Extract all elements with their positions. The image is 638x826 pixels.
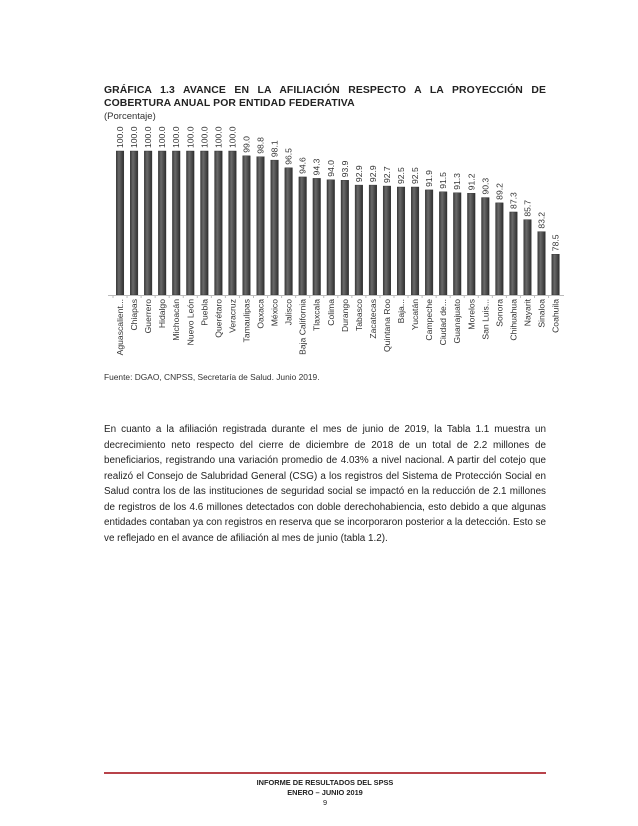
value-label-30: 85.7 <box>522 199 533 217</box>
value-label-14: 94.6 <box>297 157 308 174</box>
bar-6 <box>186 151 194 295</box>
value-label-4: 100.0 <box>157 126 168 148</box>
footer-period: ENERO – JUNIO 2019 <box>287 788 363 797</box>
value-label-6: 100.0 <box>185 126 196 148</box>
bar-25 <box>453 193 461 295</box>
bar-10 <box>243 156 251 295</box>
bar-18 <box>355 185 363 295</box>
bar-4 <box>158 151 166 295</box>
category-label-9: Veracruz <box>227 299 238 333</box>
value-label-32: 78.5 <box>550 234 561 252</box>
category-label-31: Sinaloa <box>536 299 547 328</box>
bar-13 <box>285 168 293 295</box>
category-label-21: Baja... <box>396 299 407 324</box>
value-label-15: 94.3 <box>311 158 322 176</box>
bar-20 <box>383 186 391 295</box>
value-label-13: 96.5 <box>283 148 294 165</box>
category-label-6: Nuevo León <box>185 299 196 346</box>
bar-8 <box>215 151 223 295</box>
value-label-7: 100.0 <box>199 126 210 148</box>
category-label-12: México <box>269 299 280 327</box>
bar-7 <box>201 151 209 295</box>
bar-21 <box>397 187 405 295</box>
value-label-18: 92.9 <box>353 165 364 183</box>
category-label-23: Campeche <box>424 299 435 341</box>
category-label-29: Chihuahua <box>508 299 519 341</box>
bar-5 <box>172 151 180 295</box>
bar-31 <box>538 232 546 295</box>
bar-32 <box>552 254 560 295</box>
value-label-1: 100.0 <box>115 126 126 148</box>
value-label-8: 100.0 <box>213 126 224 148</box>
page-number: 9 <box>322 798 328 807</box>
value-label-25: 91.3 <box>452 173 463 190</box>
bar-28 <box>496 203 504 295</box>
bar-29 <box>510 212 518 295</box>
bar-12 <box>271 160 279 295</box>
bar-2 <box>130 151 138 295</box>
category-label-10: Tamaulipas <box>241 299 252 343</box>
bar-24 <box>439 192 447 295</box>
category-label-25: Guanajuato <box>452 299 463 344</box>
category-label-20: Quintana Roo <box>381 299 392 353</box>
category-label-27: San Luis... <box>480 299 491 340</box>
category-label-4: Hidalgo <box>157 299 168 329</box>
bar-23 <box>425 190 433 295</box>
value-label-16: 94.0 <box>325 160 336 177</box>
category-label-26: Morelos <box>466 299 477 330</box>
category-label-28: Sonora <box>494 299 505 327</box>
value-label-12: 98.1 <box>269 140 280 158</box>
value-label-21: 92.5 <box>396 167 407 184</box>
value-label-10: 99.0 <box>241 136 252 153</box>
value-label-17: 93.9 <box>339 160 350 178</box>
category-label-16: Colima <box>325 299 336 326</box>
category-label-18: Tabasco <box>353 299 364 332</box>
category-label-8: Querétaro <box>213 299 224 338</box>
category-label-32: Coahuila <box>550 299 561 333</box>
value-label-3: 100.0 <box>143 126 154 148</box>
body-paragraph: En cuanto a la afiliación registrada durante el mes de junio de 2019, la Tabla 1.1 muestra un decrecimiento neto respecto del cierre de diciembre de 2018 de un total de 2.2 millones de beneficiarios, registrando una variación promedio de 4.03% a nivel nacional. A partir del cotejo que realizó el Consejo de Salubridad General (CSG) a los registros del Sistema de Protección Social en Salud contra los de las instituciones de seguridad social se impactó en la reducción de 2.1 millones de registros de los 4.6 millones detectados con doble derechohabiencia, esto debido a que algunas entidades contaban ya con registros en reserva que se incorporaron posterior a la detección. Esto se ve reflejado en el avance de afiliación al mes de junio (tabla 1.2). <box>104 424 546 544</box>
bar-11 <box>257 157 265 295</box>
chart-source: Fuente: DGAO, CNPSS, Secretaría de Salud. Junio 2019. <box>104 372 320 382</box>
category-label-17: Durango <box>339 299 350 332</box>
bar-17 <box>341 180 349 295</box>
bar-26 <box>467 193 475 295</box>
bar-27 <box>482 198 490 295</box>
category-label-22: Yucatán <box>410 299 421 331</box>
value-label-2: 100.0 <box>129 126 140 148</box>
category-label-30: Nayarit <box>522 299 533 327</box>
bar-9 <box>229 151 237 295</box>
bar-19 <box>369 185 377 295</box>
value-label-23: 91.9 <box>424 170 435 187</box>
bar-22 <box>411 187 419 295</box>
value-label-31: 83.2 <box>536 211 547 229</box>
value-label-28: 89.2 <box>494 183 505 200</box>
bar-1 <box>116 151 124 295</box>
chart-subtitle: (Porcentaje) <box>104 111 156 122</box>
value-label-19: 92.9 <box>367 165 378 183</box>
category-label-19: Zacatecas <box>367 299 378 339</box>
footer-report-title: INFORME DE RESULTADOS DEL SPSS <box>256 778 394 787</box>
category-label-1: Aguascalient... <box>115 299 126 356</box>
value-label-24: 91.5 <box>438 172 449 189</box>
category-label-11: Oaxaca <box>255 299 266 329</box>
value-label-20: 92.7 <box>381 166 392 184</box>
category-label-2: Chiapas <box>129 299 140 331</box>
value-label-11: 98.8 <box>255 137 266 154</box>
chart-title: GRÁFICA 1.3 AVANCE EN LA AFILIACIÓN RESPECTO A LA PROYECCIÓN DE COBERTURA ANUAL POR ENTIDAD FEDERATIVA <box>104 85 546 109</box>
page-footer <box>104 778 546 808</box>
category-label-24: Ciudad de... <box>438 299 449 346</box>
value-label-27: 90.3 <box>480 177 491 195</box>
category-label-14: Baja California <box>297 299 308 355</box>
category-label-15: Tlaxcala <box>311 299 322 331</box>
bar-14 <box>299 177 307 295</box>
category-label-3: Guerrero <box>143 299 154 334</box>
bar-3 <box>144 151 152 295</box>
value-label-9: 100.0 <box>227 126 238 148</box>
value-label-5: 100.0 <box>171 126 182 148</box>
category-label-5: Michoacán <box>171 299 182 341</box>
value-label-26: 91.2 <box>466 173 477 191</box>
bar-30 <box>524 220 532 295</box>
bar-chart <box>104 118 564 366</box>
bar-15 <box>313 178 321 295</box>
category-label-7: Puebla <box>199 299 210 326</box>
value-label-22: 92.5 <box>410 167 421 184</box>
bar-16 <box>327 180 335 295</box>
footer-divider <box>104 772 546 774</box>
category-label-13: Jalisco <box>283 299 294 326</box>
value-label-29: 87.3 <box>508 192 519 209</box>
